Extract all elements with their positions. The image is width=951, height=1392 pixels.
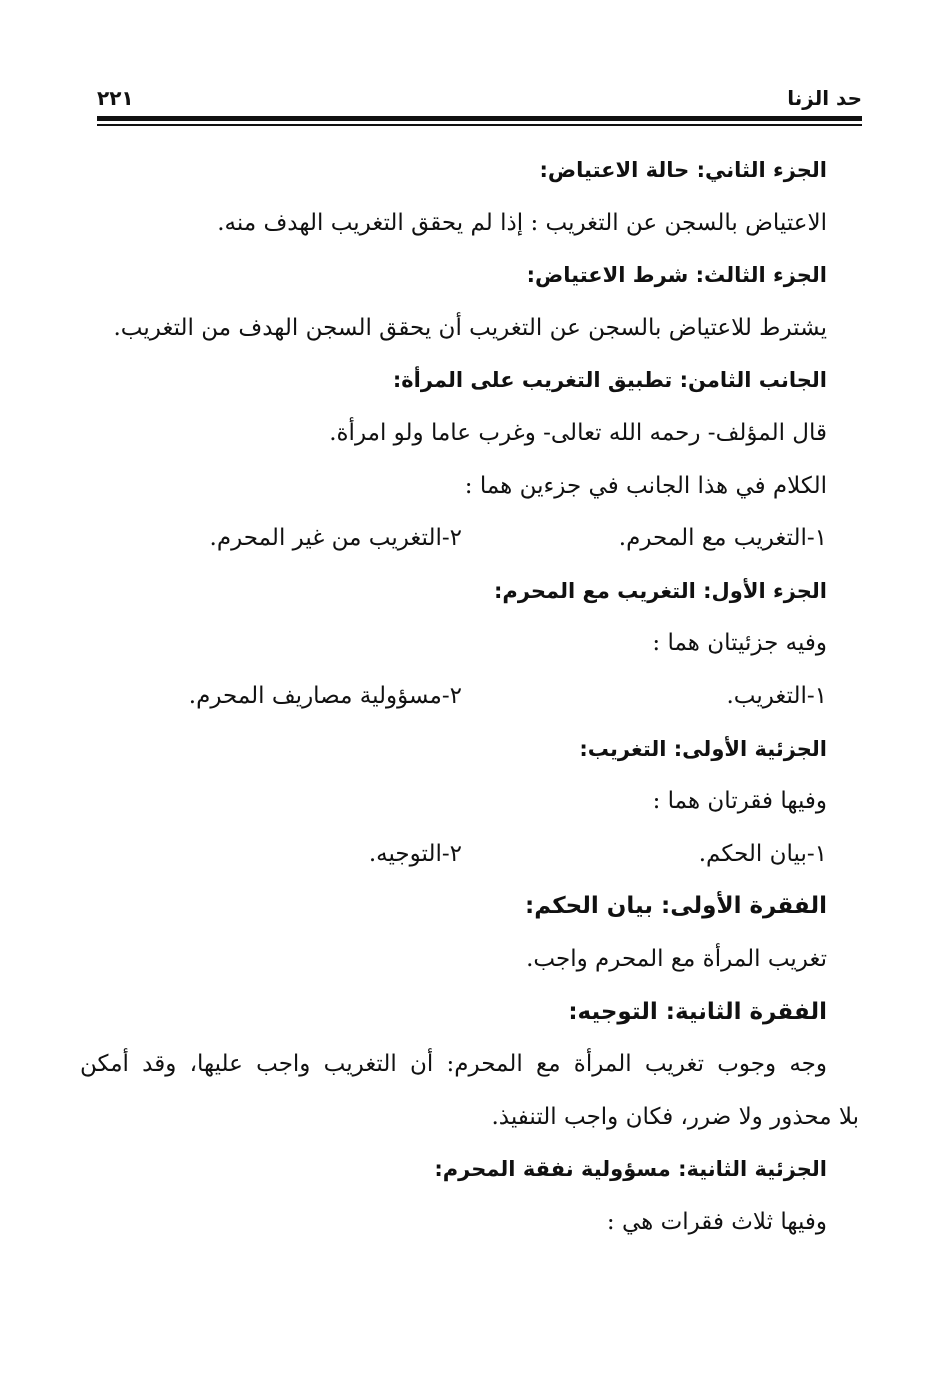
section-heading: الجزئية الثانية: مسؤولية نفقة المحرم: xyxy=(434,1157,827,1182)
page-body xyxy=(80,144,859,1248)
section-heading: الجزء الأول: التغريب مع المحرم: xyxy=(494,578,827,603)
section-heading: الجزء الثالث: شرط الاعتياض: xyxy=(526,263,827,288)
paragraph: قال المؤلف- رحمه الله تعالى- وغرب عاما ولو امرأة. xyxy=(329,419,827,446)
list-item: ٢-التوجيه. xyxy=(368,840,462,867)
list-item: ٢-مسؤولية مصاريف المحرم. xyxy=(188,682,462,709)
paragraph: وجه وجوب تغريب المرأة مع المحرم: أن التغريب واجب عليها، وقد أمكن xyxy=(80,1051,827,1078)
paragraph: وفيها فقرتان هما : xyxy=(652,788,827,815)
section-heading: الفقرة الأولى: بيان الحكم: xyxy=(525,893,827,920)
section-heading: الجزئية الأولى: التغريب: xyxy=(579,736,827,761)
enumerated-row xyxy=(92,512,827,565)
paragraph-continuation: بلا محذور ولا ضرر، فكان واجب التنفيذ. xyxy=(491,1103,859,1130)
section-heading: الجزء الثاني: حالة الاعتياض: xyxy=(539,158,827,182)
paragraph: تغريب المرأة مع المحرم واجب. xyxy=(526,945,827,972)
paragraph: الاعتياض بالسجن عن التغريب : إذا لم يحقق التغريب الهدف منه. xyxy=(217,209,827,236)
enumerated-row xyxy=(92,670,827,723)
running-header-title: حد الزنا xyxy=(787,86,862,110)
section-heading: الفقرة الثانية: التوجيه: xyxy=(568,998,827,1025)
list-item: ١-بيان الحكم. xyxy=(698,840,827,867)
list-item: ١-التغريب. xyxy=(726,682,827,709)
paragraph: وفيها ثلاث فقرات هي : xyxy=(606,1208,827,1235)
page-number: ٢٢١ xyxy=(97,86,134,110)
header-rule-thin xyxy=(97,124,862,126)
enumerated-row xyxy=(92,828,827,881)
header-rule-thick xyxy=(97,116,862,121)
section-heading: الجانب الثامن: تطبيق التغريب على المرأة: xyxy=(392,368,827,393)
paragraph: الكلام في هذا الجانب في جزءين هما : xyxy=(464,472,827,499)
list-item: ٢-التغريب من غير المحرم. xyxy=(209,525,462,552)
paragraph: يشترط للاعتياض بالسجن عن التغريب أن يحقق السجن الهدف من التغريب. xyxy=(113,314,827,341)
paragraph: وفيه جزئيتان هما : xyxy=(652,630,827,657)
running-header xyxy=(97,82,862,116)
list-item: ١-التغريب مع المحرم. xyxy=(618,525,827,552)
